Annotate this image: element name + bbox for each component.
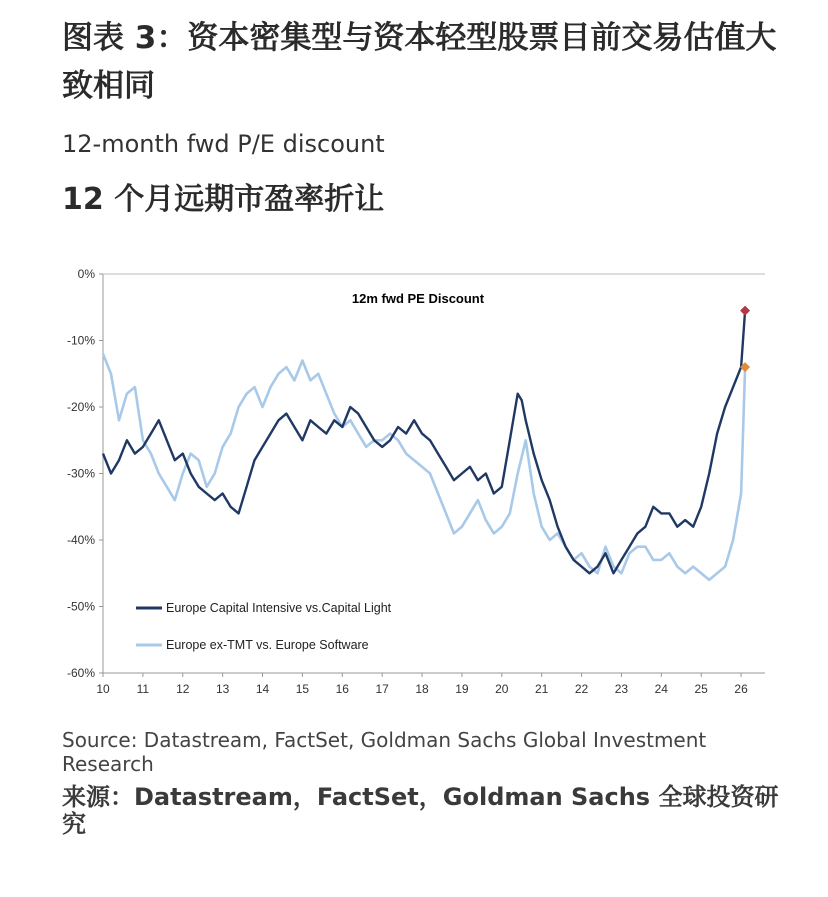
line-chart xyxy=(0,250,828,720)
series-line-2 xyxy=(103,354,745,580)
x-tick-label: 14 xyxy=(255,682,270,696)
x-tick-label: 18 xyxy=(415,682,429,696)
chart-axes xyxy=(67,267,765,696)
subtitle-english: 12-month fwd P/E discount xyxy=(62,130,385,158)
y-tick-label: -50% xyxy=(66,599,95,614)
source-english: Source: Datastream, FactSet, Goldman Sachs Global Investment Research xyxy=(62,728,707,776)
subtitle-chinese: 12 个月远期市盈率折让 xyxy=(62,182,385,217)
y-tick-label: -40% xyxy=(66,533,95,547)
x-tick-label: 26 xyxy=(734,682,748,696)
x-tick-label: 10 xyxy=(96,682,110,696)
y-tick-label: 0% xyxy=(77,267,95,281)
x-tick-label: 12 xyxy=(176,682,190,696)
x-tick-label: 11 xyxy=(136,682,150,696)
x-tick-label: 15 xyxy=(295,682,310,696)
y-tick-label: -10% xyxy=(66,333,95,348)
y-tick-label: -20% xyxy=(66,400,95,414)
legend-label-1: Europe Capital Intensive vs.Capital Light xyxy=(166,601,392,615)
x-tick-label: 13 xyxy=(215,682,230,696)
x-tick-label: 22 xyxy=(574,682,589,696)
x-tick-label: 24 xyxy=(654,682,668,696)
x-tick-label: 20 xyxy=(495,682,509,696)
y-tick-label: -30% xyxy=(66,466,95,481)
x-tick-label: 21 xyxy=(534,682,549,696)
x-tick-label: 16 xyxy=(335,682,349,696)
series-line-1 xyxy=(103,311,745,574)
x-tick-label: 25 xyxy=(694,682,708,696)
series-end-marker-1 xyxy=(740,306,750,316)
legend-label-2: Europe ex-TMT vs. Europe Software xyxy=(166,638,369,652)
source-chinese: 来源：Datastream，FactSet，Goldman Sachs 全球投资研究 xyxy=(62,783,779,838)
chart-title: 12m fwd PE Discount xyxy=(351,291,485,306)
x-tick-label: 19 xyxy=(455,682,469,696)
page-title: 图表 3：资本密集型与资本轻型股票目前交易估值大致相同 xyxy=(62,20,777,104)
x-tick-label: 23 xyxy=(614,682,629,696)
chart-series xyxy=(103,306,750,580)
x-tick-label: 17 xyxy=(375,682,389,696)
y-tick-label: -60% xyxy=(66,666,95,680)
chart-legend xyxy=(136,601,392,652)
